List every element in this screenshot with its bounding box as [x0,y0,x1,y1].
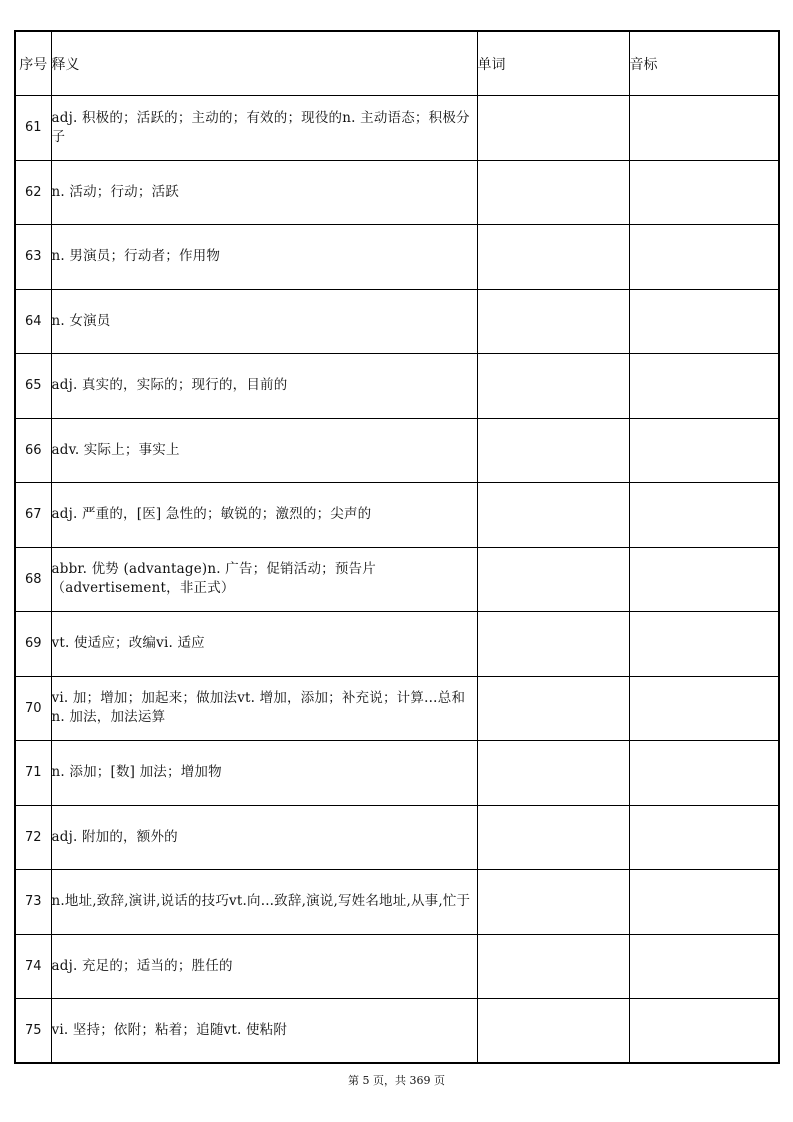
table-row [15,999,779,1064]
table-row [15,547,779,612]
page-footer: 第 5 页，共 369 页 [348,1074,445,1087]
row-definition: vi. 加；增加；加起来；做加法vt. 增加，添加；补充说；计算…总和n. 加法，加法运算 [51,676,477,741]
row-word-cell [477,676,629,741]
header-number: 序号 [15,31,51,96]
row-number: 68 [15,547,51,612]
row-definition: n. 添加；[数] 加法；增加物 [51,741,477,806]
row-definition: adj. 真实的，实际的；现行的，目前的 [51,354,477,419]
row-phonetic-cell [629,354,779,419]
row-definition: abbr. 优势 (advantage)n. 广告；促销活动；预告片（advertisement，非正式） [51,547,477,612]
row-definition: n. 男演员；行动者；作用物 [51,225,477,290]
table-row [15,676,779,741]
row-number: 62 [15,160,51,225]
header-definition: 释义 [51,31,477,96]
row-phonetic-cell [629,612,779,677]
header-row [15,31,779,96]
row-phonetic-cell [629,160,779,225]
table-row [15,483,779,548]
row-definition: vt. 使适应；改编vi. 适应 [51,612,477,677]
row-phonetic-cell [629,741,779,806]
row-definition: adj. 积极的；活跃的；主动的；有效的；现役的n. 主动语态；积极分子 [51,96,477,161]
row-number: 61 [15,96,51,161]
row-phonetic-cell [629,96,779,161]
table-row [15,160,779,225]
row-word-cell [477,612,629,677]
row-word-cell [477,547,629,612]
row-word-cell [477,418,629,483]
row-number: 73 [15,870,51,935]
row-number: 74 [15,934,51,999]
vocabulary-table [14,30,780,1064]
row-number: 71 [15,741,51,806]
row-phonetic-cell [629,418,779,483]
row-phonetic-cell [629,934,779,999]
table-row [15,612,779,677]
row-number: 65 [15,354,51,419]
row-phonetic-cell [629,483,779,548]
row-number: 67 [15,483,51,548]
table-row [15,934,779,999]
table-row [15,354,779,419]
row-number: 66 [15,418,51,483]
row-phonetic-cell [629,547,779,612]
table-row [15,96,779,161]
row-definition: n. 女演员 [51,289,477,354]
row-phonetic-cell [629,999,779,1064]
row-number: 69 [15,612,51,677]
row-word-cell [477,289,629,354]
table-row [15,289,779,354]
row-definition: n.地址,致辞,演讲,说话的技巧vt.向...致辞,演说,写姓名地址,从事,忙于 [51,870,477,935]
row-word-cell [477,870,629,935]
row-word-cell [477,354,629,419]
header-phonetic: 音标 [629,31,779,96]
table-body [15,96,779,1064]
row-word-cell [477,225,629,290]
row-definition: adj. 充足的；适当的；胜任的 [51,934,477,999]
table-row [15,418,779,483]
row-definition: adj. 附加的，额外的 [51,805,477,870]
row-definition: n. 活动；行动；活跃 [51,160,477,225]
row-phonetic-cell [629,225,779,290]
row-phonetic-cell [629,870,779,935]
row-word-cell [477,483,629,548]
row-number: 64 [15,289,51,354]
table-row [15,870,779,935]
row-word-cell [477,999,629,1064]
row-number: 70 [15,676,51,741]
row-word-cell [477,934,629,999]
row-definition: vi. 坚持；依附；粘着；追随vt. 使粘附 [51,999,477,1064]
row-definition: adj. 严重的，[医] 急性的；敏锐的；激烈的；尖声的 [51,483,477,548]
row-number: 75 [15,999,51,1064]
row-word-cell [477,805,629,870]
table-row [15,741,779,806]
row-phonetic-cell [629,805,779,870]
row-definition: adv. 实际上；事实上 [51,418,477,483]
row-phonetic-cell [629,676,779,741]
row-phonetic-cell [629,289,779,354]
table-row [15,805,779,870]
row-number: 63 [15,225,51,290]
row-word-cell [477,96,629,161]
table-row [15,225,779,290]
row-word-cell [477,160,629,225]
header-word: 单词 [477,31,629,96]
row-word-cell [477,741,629,806]
row-number: 72 [15,805,51,870]
